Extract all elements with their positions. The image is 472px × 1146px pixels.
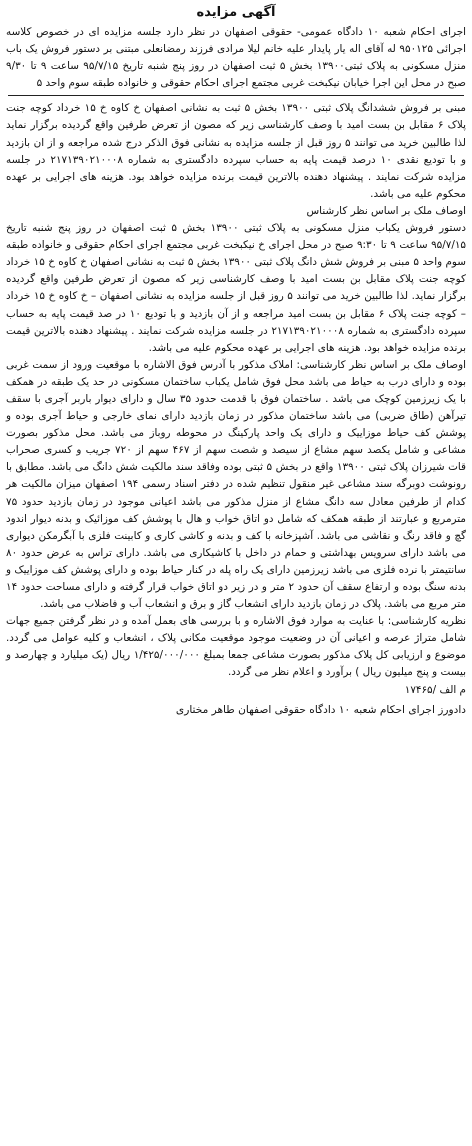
notice-code: م الف /۱۷۴۶۵ (404, 683, 466, 696)
notice-signature: دادورز اجرای احکام شعبه ۱۰ دادگاه حقوقی اصفهان طاهر مختاری (175, 703, 466, 716)
notice-sale-paragraph: مبنی بر فروش ششدانگ پلاک ثبتی ۱۳۹۰۰ بخش ۵ ثبت به نشانی اصفهان خ کاوه خ ۱۵ خرداد کوچه جنت پلاک ۶ مقابل بن بست امید با وصف کارشناسی زیر که مصون از تعرض طرفین واقع گردیده برگزار نماید لذا طالبین خرید می توانند ۵ روز قبل از جلسه مزایده به نشانی فوق الذکر درج شده مراجعه و از ان بازدید و با تودیع نقدی ۱۰ درصد قیمت پایه به حساب سپرده دادگستری به شماره ۲۱۷۱۳۹۰۲۱۰۰۰۸ در جلسه مزایده شرکت نمایند . پیشنهاد دهنده بالاترین قیمت برنده مزایده خواهد بود. هزینه های اجرایی بر عهده محکوم علیه می باشد. (6, 102, 466, 200)
notice-title: آگهی مزایده (196, 5, 276, 20)
expert-opinion-paragraph: نظریه کارشناسی: با عنایت به موارد فوق الاشاره و با بررسی های بعمل آمده و در نظر گرفتن جمیع جهات شامل متراژ عرصه و اعیانی آن در وضعیت موجود موقعیت مکانی پلاک ، انشعاب و کلیه عوامل می گردد. موضوع و ارزیابی کل پلاک مذکور بصورت مشاعی جمعا بمبلغ ۱/۴۲۵/۰۰۰/۰۰۰ ریال (یک میلیارد و چهارصد و بیست و پنج میلیون ریال ) برآورد و اعلام نظر می گردد. (6, 615, 466, 679)
notice-order-paragraph: دستور فروش یکباب منزل مسکونی به پلاک ثبتی ۱۳۹۰۰ بخش ۵ ثبت اصفهان در روز پنج شنبه تاریخ ۹۵/۷/۱۵ ساعت ۹ تا ۹:۳۰ صبح در محل اجرای خ نیکبخت غربی مجتمع اجرای احکام حقوقی و خانواده طبقه سوم واحد ۵ مبنی بر فروش شش دانگ پلاک ثبتی ۱۳۹۰۰ بخش ۵ ثبت به نشانی اصفهان خ کاوه خ ۱۵ خرداد کوچه جنت پلاک مقابل بن بست امید با وصف کارشناسی زیر که مصون از تعرض طرفین واقع گردیده برگزار نماید. لذا طالبین خرید می توانند ۵ روز قبل از جلسه مزایده به نشانی اصفهان – خ کاوه خ ۱۵ خرداد – کوچه جنت پلاک ۶ مقابل بن بست امید مراجعه و از آن بازدید و با تودیع ۱۰ در صد قیمت پایه به حساب سپرده دادگستری به شماره ۲۱۷۱۳۹۰۲۱۰۰۰۸ در جلسه مزایده شرکت نمایند . پیشنهاد دهنده بالاترین قیمت برنده مزایده خواهد بود. هزینه های اجرایی بر عهده محکوم علیه می باشد. (6, 222, 466, 354)
notice-intro-paragraph: اجرای احکام شعبه ۱۰ دادگاه عمومی- حقوقی اصفهان در نظر دارد جلسه مزایده ای در خصوص کلاسه اجرائی ۹۵۰۱۲۵ له آقای اله یار پایدار علیه خانم لیلا مرادی فرزند رمضانعلی مبتنی بر دستور فروش یک باب منزل مسکونی به پلاک ثبتی۱۳۹۰۰ بخش ۵ ثبت اصفهان در روز پنج شنبه تاریخ ۹۵/۷/۱۵ ساعت ۹ تا ۹/۳۰ صبح در محل این اجرا خیابان نیکبخت غربی مجتمع اجرای احکام حقوقی و خانواده طبقه سوم واحد ۵ (6, 26, 467, 90)
property-details-paragraph: اوصاف ملک بر اساس نظر کارشناسی: املاک مذکور با آدرس فوق الاشاره با موقعیت ورود از سمت غربی بوده و دارای درب به حیاط می باشد محل فوق شامل یکباب ساختمان مسکونی در حد یک طبقه در همکف با یک زیرزمین کوچک می باشد . ساختمان فوق با قدمت حدود ۳۵ سال و دارای دیوار باربر آجری با سقف تیرآهن (طاق ضربی) می باشد ساختمان مذکور در زمان بازدید دارای نمای خارجی و حیاط آجری بوده و پوشش کف حیاط موزاییک و دارای یک واحد پارکینگ در محوطه روباز می باشد. محل مذکور بصورت مشاعی و شامل یکصد سهم مشاع از سیصد و شصت سهم از ۴۶۷ سهم از ۷۲۰ جریب و کسری صحراب قات شیرزان پلاک ثبتی ۱۳۹۰۰ واقع در بخش ۵ ثبتی بوده وفاقد سند مالکیت شش دانگ می باشد. مطابق با رونوشت دوبرگه سند مشاعی غیر منقول تنظیم شده در دفتر اسناد رسمی ۱۹۴ اصفهان میزان مالکیت هر کدام از طرفین معادل سه دانگ مشاع از منزل مذکور می باشد اعیانی موجود در زمان بازدید حدود ۷۵ مترمربع و عبارتند از طبقه همکف که شامل دو اتاق خواب و هال با پوشش کف موزائیک و بدنه دیوار اندود گچ و فاقد رنگ و نقاشی می باشد. آشپزخانه با کف و بدنه و کاشی کاری و کابینت فلزی با آبگرمکن دیواری می باشد دارای سرویس بهداشتی و حمام در داخل با کاشیکاری می باشد. دارای تراس به عرض حدود ۸۰ سانتیمتر با نرده فلزی می باشد زیرزمین دارای یک راه پله در کنار حیاط بوده و دارای پوشش کف موزاییک و بدنه سنگ بوده و ارتفاع سقف آن حدود ۲ متر و در زیر دو اتاق خواب قرار گرفته و دارای مساحت حدود ۱۴ متر مربع می باشد. پلاک در زمان بازدید دارای انشعاب گاز و برق و انشعاب آب و فاضلاب می باشد. (6, 358, 467, 611)
property-description-heading: اوصاف ملک بر اساس نظر کارشناس (306, 204, 466, 217)
section-divider (8, 95, 464, 96)
